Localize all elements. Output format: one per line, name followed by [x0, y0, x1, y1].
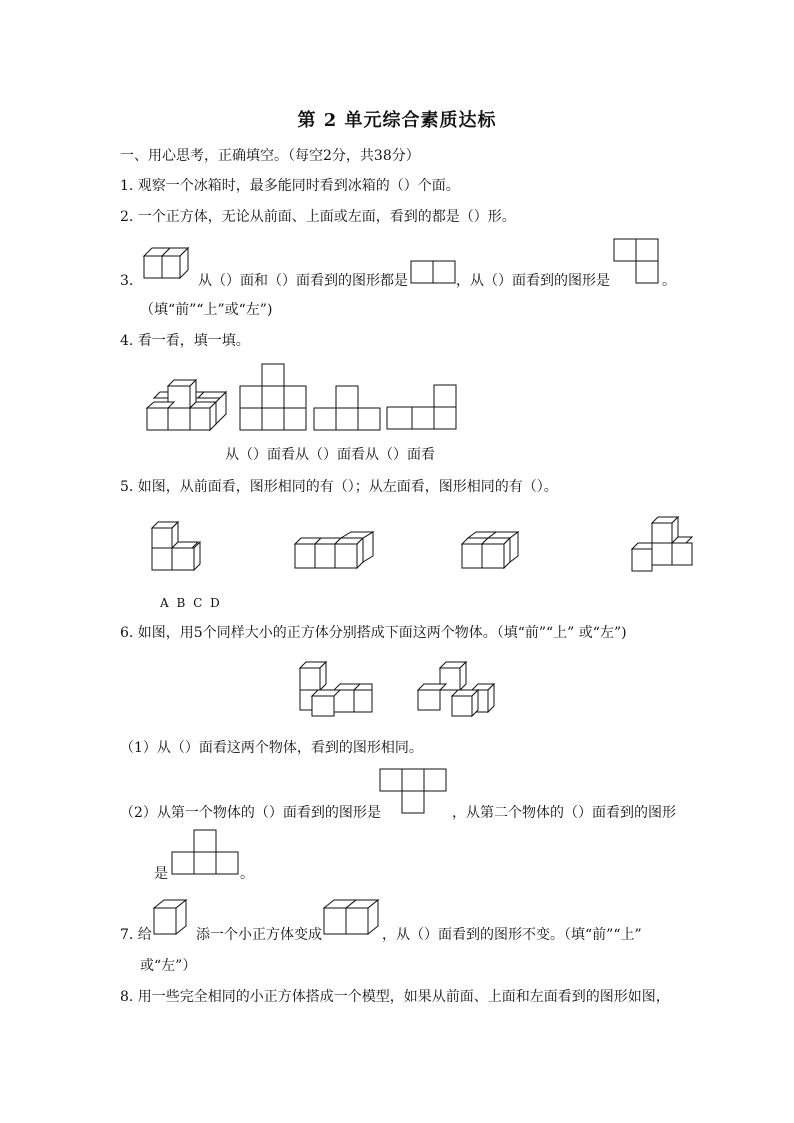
question-8: 8. 用一些完全相同的小正方体搭成一个模型，如果从前面、上面和左面看到的图形如图， — [120, 989, 670, 1005]
question-4: 4. 看一看，填一填。 — [120, 333, 250, 349]
q5-figure-b — [293, 536, 377, 572]
question-1: 1. 观察一个冰箱时，最多能同时看到冰箱的（）个面。 — [120, 178, 460, 194]
page-title: 第 2 单元综合素质达标 — [297, 110, 497, 131]
q4-view-1 — [240, 363, 308, 431]
q6-object-2 — [416, 660, 496, 718]
q7-result-figure — [322, 898, 382, 938]
question-7-number: 7. 给 — [120, 927, 152, 943]
q5-figure-a — [150, 520, 216, 572]
q5-figure-d — [630, 515, 696, 573]
q3-view-figure — [612, 238, 660, 284]
question-4-answers: 从（）面看从（）面看从（）面看 — [225, 447, 435, 463]
question-6-sub1: （1）从（）面看这两个物体，看到的图形相同。 — [120, 740, 423, 756]
question-3-number: 3. — [120, 273, 134, 289]
question-3-note: （填“前”“上”或“左”) — [140, 302, 273, 318]
question-3-part1: 从（）面和（）面看到的图形都是 — [198, 273, 408, 289]
q6-object-1 — [298, 660, 374, 718]
question-6-sub2b: ，从第二个物体的（）面看到的图形 — [452, 805, 676, 821]
question-6-sub2c: 是 — [154, 866, 168, 882]
question-6-sub2-end: 。 — [240, 866, 254, 882]
q6-view-t-shape — [378, 768, 450, 816]
q4-cube-structure — [146, 378, 232, 432]
q6-view-inverted-t — [170, 829, 240, 875]
question-7-part2: ，从（）面看到的图形不变。（填“前”“上” — [382, 927, 642, 943]
question-6-sub2a: （2）从第一个物体的（）面看到的图形是 — [120, 805, 381, 821]
q5-figure-c — [460, 536, 524, 572]
q3-front-view-figure — [410, 260, 456, 284]
q4-view-2 — [313, 385, 383, 431]
question-3-end: 。 — [662, 273, 676, 289]
question-7-part1: 添一个小正方体变成 — [196, 927, 322, 943]
question-3-part2: ，从（）面看到的图形是 — [456, 273, 610, 289]
question-2: 2. 一个正方体，无论从前面、上面或左面，看到的都是（）形。 — [120, 209, 516, 225]
q3-cube-figure — [142, 246, 198, 282]
section-heading: 一、用心思考，正确填空。（每空2分，共38分） — [120, 148, 420, 164]
q4-view-3 — [386, 384, 458, 430]
question-7-part3: 或“左”） — [140, 958, 197, 974]
question-5: 5. 如图，从前面看，图形相同的有（）；从左面看，图形相同的有（）。 — [120, 479, 558, 495]
question-6: 6. 如图，用5个同样大小的正方体分别搭成下面这两个物体。（填“前”“上” 或“左”) — [120, 625, 627, 641]
question-5-labels: A B C D — [160, 596, 222, 610]
q7-single-cube — [152, 898, 196, 938]
